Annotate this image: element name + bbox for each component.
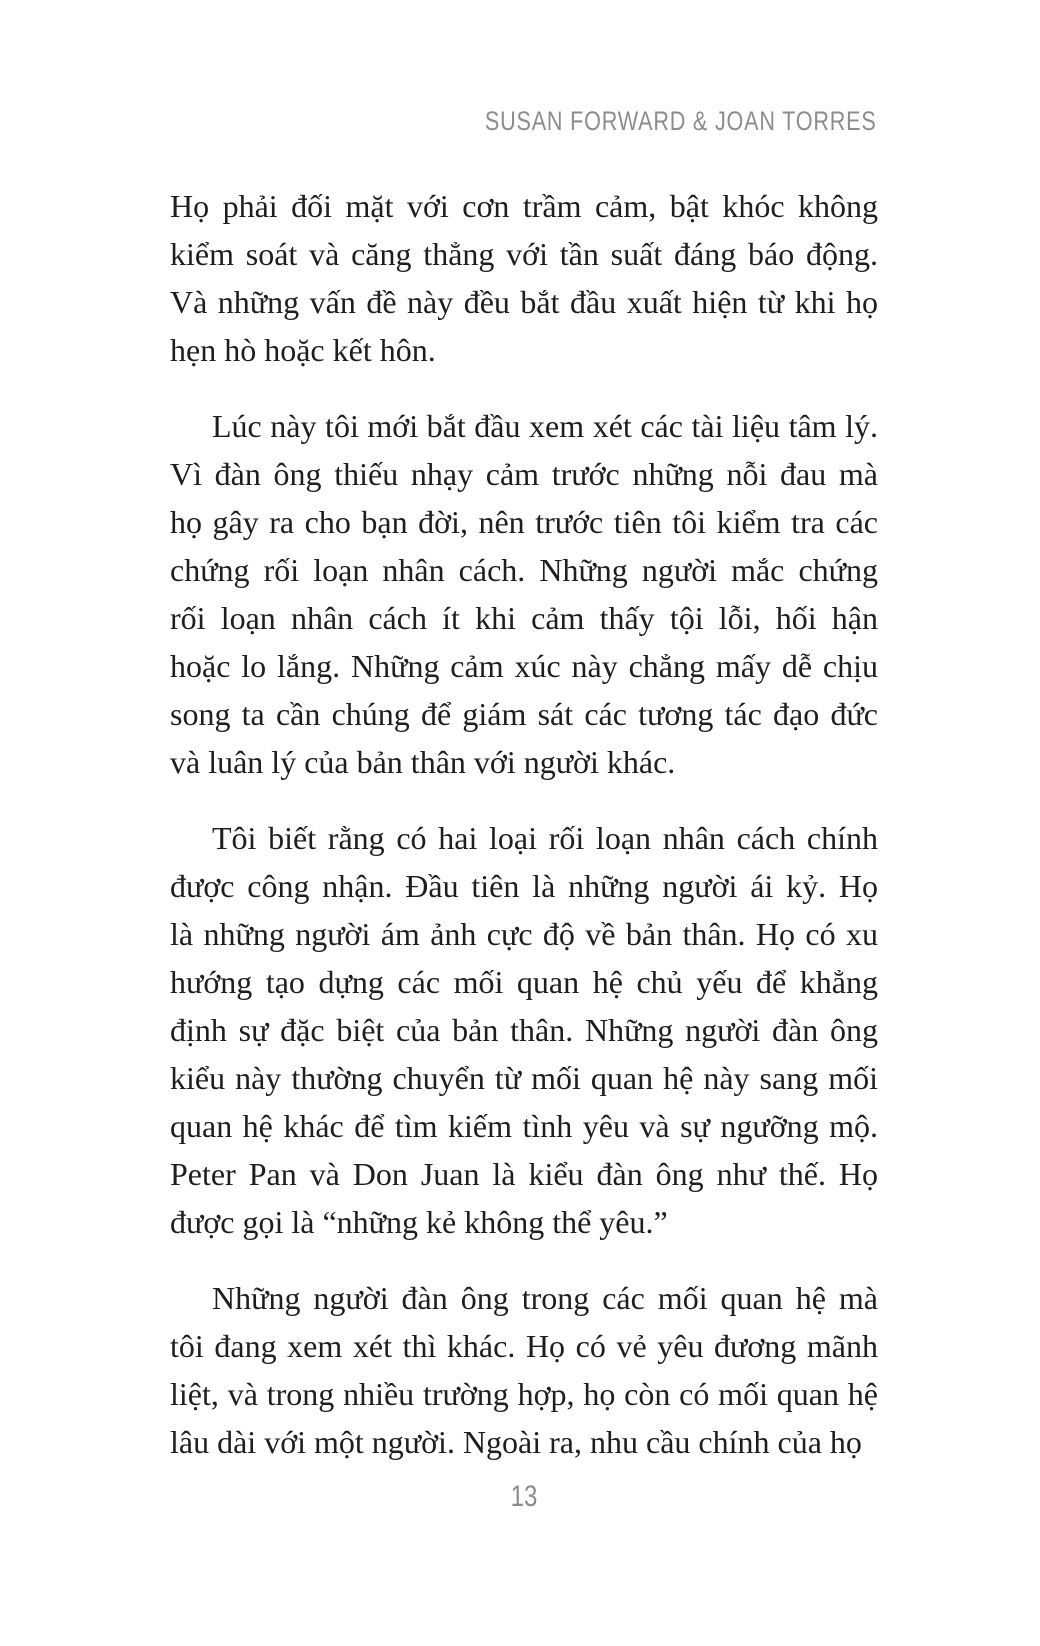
text-line: được công nhận. Đầu tiên là những người ái kỷ. Họ xyxy=(170,868,878,904)
text-line: hẹn hò hoặc kết hôn. xyxy=(170,332,436,368)
text-line: Lúc này tôi mới bắt đầu xem xét các tài liệu tâm lý. xyxy=(212,408,878,444)
body-text xyxy=(170,182,878,1466)
text-line: định sự đặc biệt của bản thân. Những người đàn ông xyxy=(170,1012,878,1048)
paragraph xyxy=(170,1274,878,1466)
text-line: kiểm soát và căng thẳng với tần suất đáng báo động. xyxy=(170,236,878,272)
text-line: Peter Pan và Don Juan là kiểu đàn ông như thế. Họ xyxy=(170,1156,878,1192)
text-line: được gọi là “những kẻ không thể yêu.” xyxy=(170,1204,668,1240)
paragraph xyxy=(170,814,878,1246)
text-line: lâu dài với một người. Ngoài ra, nhu cầu chính của họ xyxy=(170,1424,862,1460)
text-line: họ gây ra cho bạn đời, nên trước tiên tôi kiểm tra các xyxy=(170,504,878,540)
text-line: Và những vấn đề này đều bắt đầu xuất hiện từ khi họ xyxy=(170,284,878,320)
text-line: kiểu này thường chuyển từ mối quan hệ này sang mối xyxy=(170,1060,878,1096)
text-line: là những người ám ảnh cực độ về bản thân. Họ có xu xyxy=(170,916,878,952)
text-line: rối loạn nhân cách ít khi cảm thấy tội lỗi, hối hận xyxy=(170,600,878,636)
paragraph xyxy=(170,402,878,786)
text-line: và luân lý của bản thân với người khác. xyxy=(170,744,676,780)
running-header-author: SUSAN FORWARD & JOAN TORRES xyxy=(485,106,877,136)
text-line: chứng rối loạn nhân cách. Những người mắc chứng xyxy=(170,552,878,588)
text-line: Những người đàn ông trong các mối quan hệ mà xyxy=(212,1280,878,1316)
paragraph xyxy=(170,182,878,374)
text-line: Tôi biết rằng có hai loại rối loạn nhân cách chính xyxy=(212,820,878,856)
text-line: liệt, và trong nhiều trường hợp, họ còn có mối quan hệ xyxy=(170,1376,878,1412)
text-line: tôi đang xem xét thì khác. Họ có vẻ yêu đương mãnh xyxy=(170,1328,878,1364)
text-line: Vì đàn ông thiếu nhạy cảm trước những nỗi đau mà xyxy=(170,456,878,492)
text-line: hoặc lo lắng. Những cảm xúc này chẳng mấy dễ chịu xyxy=(170,648,878,684)
text-line: Họ phải đối mặt với cơn trầm cảm, bật khóc không xyxy=(170,188,878,224)
page-number: 13 xyxy=(510,1480,538,1513)
text-line: hướng tạo dựng các mối quan hệ chủ yếu để khẳng xyxy=(170,964,878,1000)
text-line: song ta cần chúng để giám sát các tương tác đạo đức xyxy=(170,696,878,732)
text-line: quan hệ khác để tìm kiếm tình yêu và sự ngưỡng mộ. xyxy=(170,1108,878,1144)
